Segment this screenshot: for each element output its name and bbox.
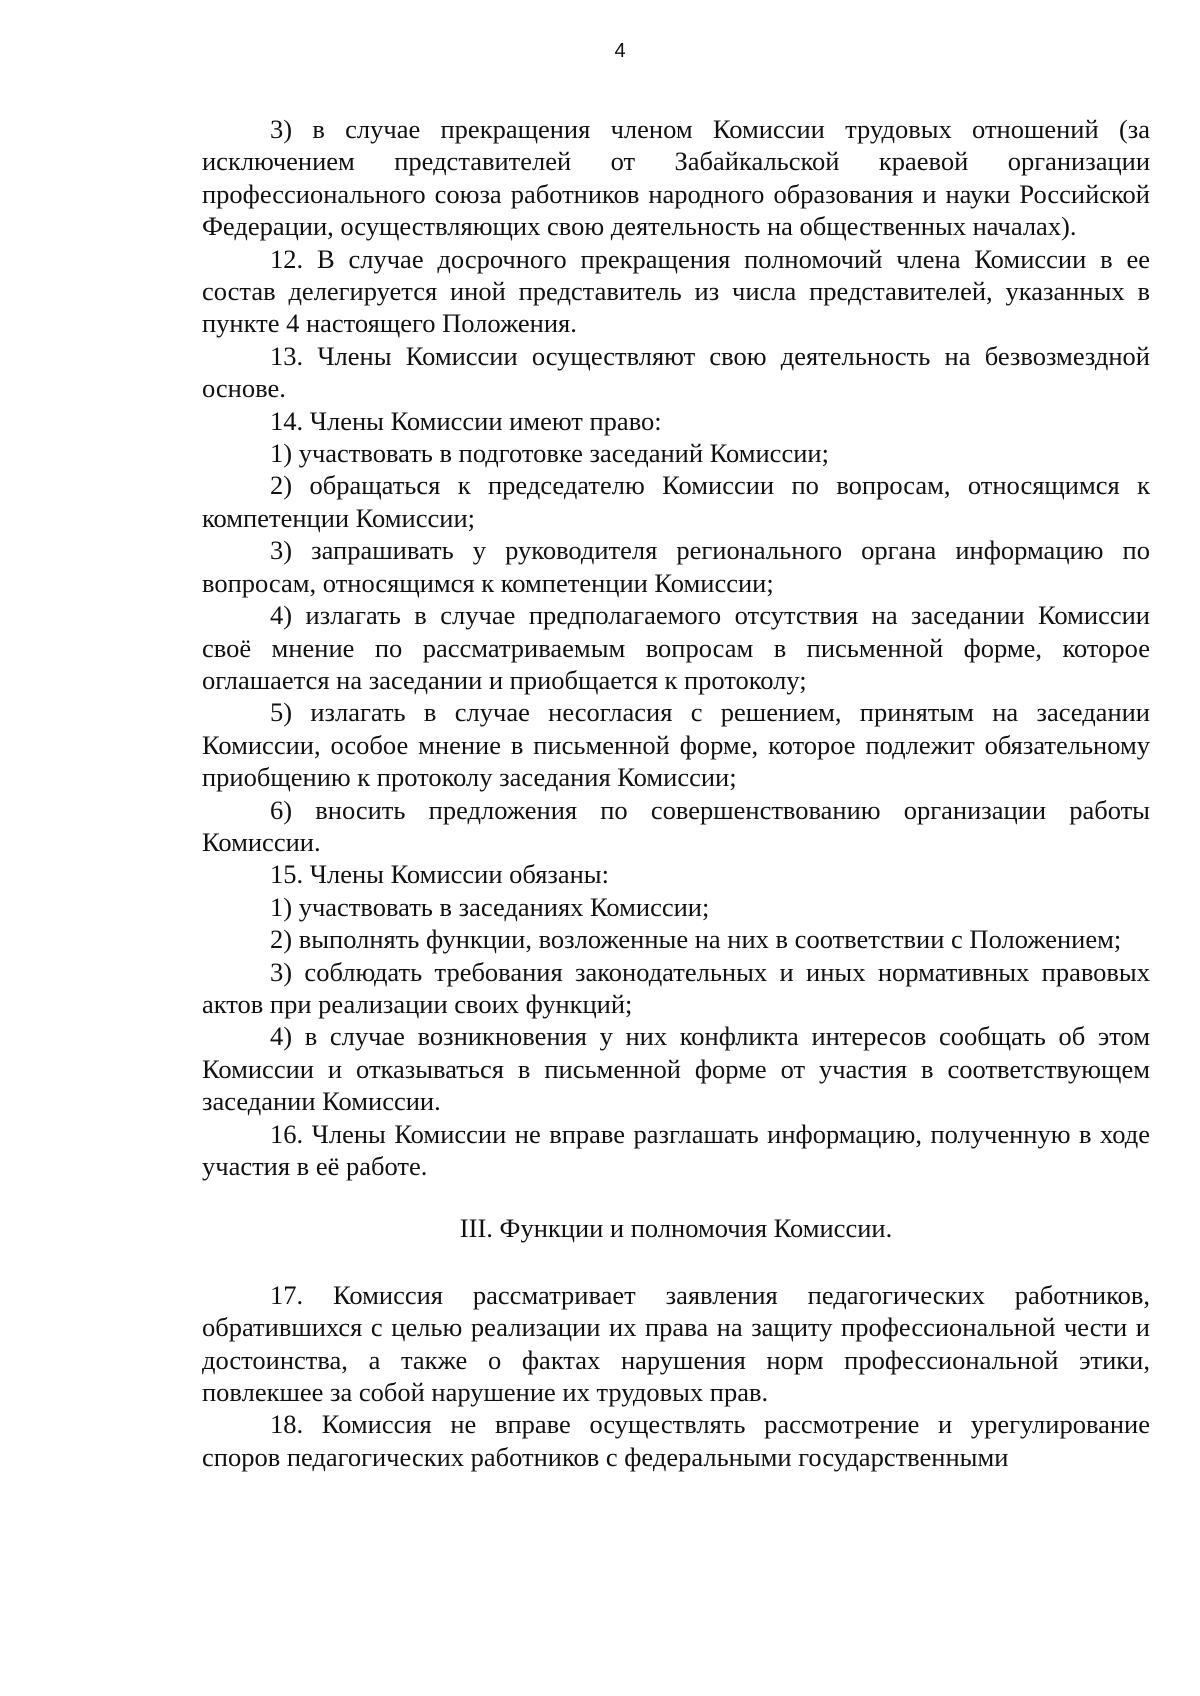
paragraph: 3) соблюдать требования законодательных и иных нормативных правовых актов при реализации своих функций; — [202, 956, 1150, 1019]
paragraph: 1) участвовать в подготовке заседаний Комиссии; — [270, 438, 829, 469]
paragraph: 6) вносить предложения по совершенствованию организации работы Комиссии. — [202, 794, 1150, 857]
paragraph: 4) излагать в случае предполагаемого отсутствия на заседании Комиссии своё мнение по рассматриваемым вопросам в письменной форме, которое оглашается на заседании и приобщается к протоколу; — [202, 600, 1150, 695]
paragraph: 17. Комиссия рассматривает заявления педагогических работников, обратившихся с целью реализации их права на защиту профессиональной чести и достоинства, а также о фактах нарушения норм профессиональной этики, повлекшее за собой нарушение их трудовых прав. — [202, 1279, 1150, 1408]
paragraph: 5) излагать в случае несогласия с решением, принятым на заседании Комиссии, особое мнение в письменной форме, которое подлежит обязательному приобщению к протоколу заседания Комиссии; — [202, 697, 1150, 793]
paragraph: 18. Комиссия не вправе осуществлять рассмотрение и урегулирование споров педагогических работников с федеральными государственными — [202, 1409, 1150, 1472]
paragraph: 14. Члены Комиссии имеют право: — [270, 405, 662, 436]
paragraph: 2) выполнять функции, возложенные на них в соответствии с Положением; — [270, 924, 1122, 955]
paragraph: 1) участвовать в заседаниях Комиссии; — [270, 891, 710, 922]
document-body — [202, 113, 1150, 1473]
paragraph: 3) запрашивать у руководителя регионального органа информацию по вопросам, относящимся к компетенции Комиссии; — [202, 535, 1150, 598]
paragraph: 16. Члены Комиссии не вправе разглашать информацию, полученную в ходе участия в её работе. — [202, 1118, 1150, 1181]
paragraph: 2) обращаться к председателю Комиссии по вопросам, относящимся к компетенции Комиссии; — [202, 470, 1150, 533]
section-heading: III. Функции и полномочия Комиссии. — [459, 1213, 893, 1244]
paragraph: 4) в случае возникновения у них конфликта интересов сообщать об этом Комиссии и отказываться в письменной форме от участия в соответствующем заседании Комиссии. — [202, 1021, 1150, 1117]
page-number: 4 — [614, 40, 626, 62]
paragraph: 12. В случае досрочного прекращения полномочий члена Комиссии в ее состав делегируется иной представитель из числа представителей, указанных в пункте 4 настоящего Положения. — [202, 243, 1150, 339]
paragraph: 13. Члены Комиссии осуществляют свою деятельность на безвозмездной основе. — [202, 340, 1150, 404]
paragraph: 15. Члены Комиссии обязаны: — [270, 859, 609, 890]
paragraph: 3) в случае прекращения членом Комиссии трудовых отношений (за исключением представителей от Забайкальской краевой организации профессионального союза работников народного образования и науки Российской Федерации, осуществляющих свою деятельность на общественных началах). — [202, 114, 1150, 242]
